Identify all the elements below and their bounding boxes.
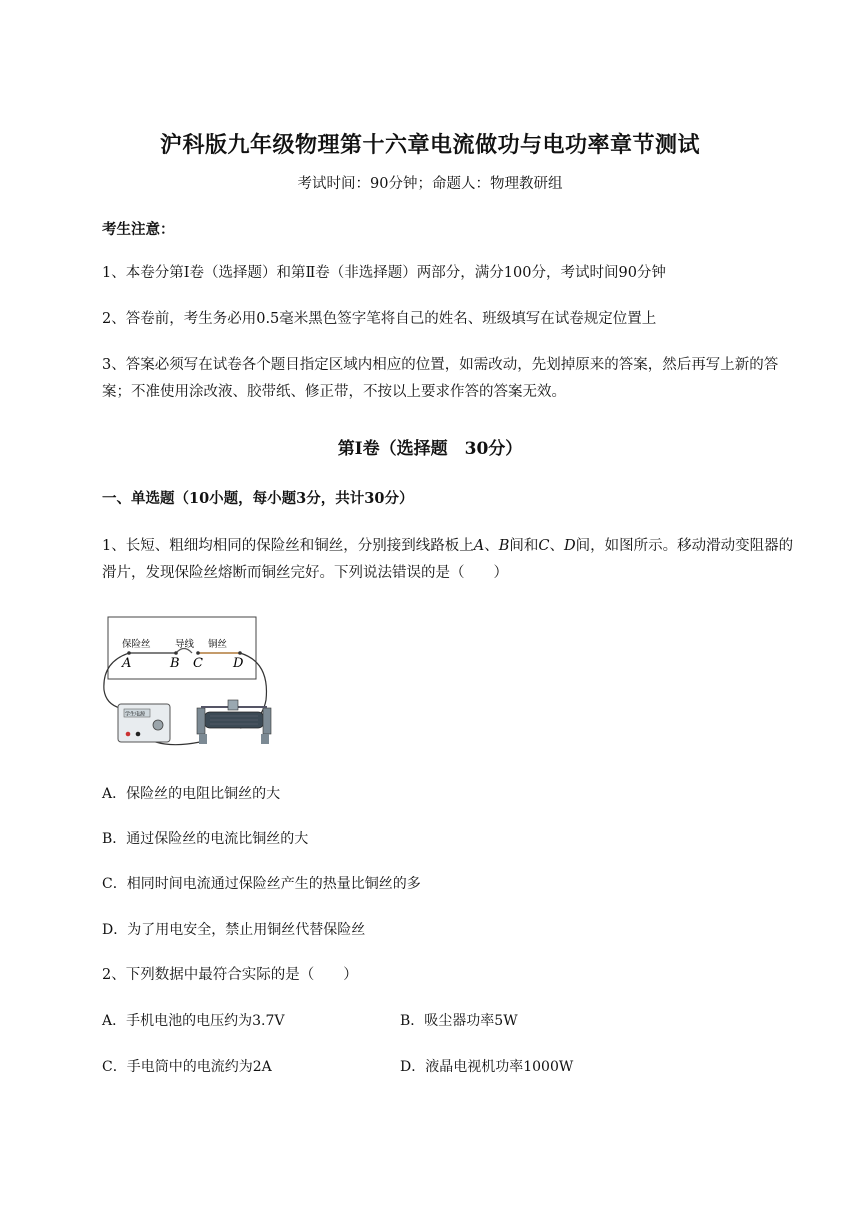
q2-option-d[interactable]: D．液晶电视机功率1000W: [400, 1059, 574, 1075]
var-a: A: [473, 538, 485, 554]
page-title: 沪科版九年级物理第十六章电流做功与电功率章节测试: [159, 132, 700, 158]
power-supply-icon: [118, 704, 170, 742]
q1-option-c[interactable]: C．相同时间电流通过保险丝产生的热量比铜丝的多: [102, 876, 421, 892]
q1-option-a[interactable]: A．保险丝的电阻比铜丝的大: [102, 786, 281, 802]
label-copper: 铜丝: [208, 639, 228, 650]
question-2-stem: 2、下列数据中最符合实际的是（ ）: [102, 967, 358, 983]
circuit-figure: [100, 612, 285, 752]
power-supply-label: 学生电源: [125, 711, 146, 718]
notice-item-2: 2、答卷前，考生务必用0.5毫米黑色签字笔将自己的姓名、班级填写在试卷规定位置上: [102, 311, 657, 327]
q2-option-b[interactable]: B．吸尘器功率5W: [400, 1013, 518, 1029]
notice-item-1: 1、本卷分第Ⅰ卷（选择题）和第Ⅱ卷（非选择题）两部分，满分100分，考试时间90分钟: [102, 265, 666, 281]
part-heading: 一、单选题（10小题，每小题3分，共计30分）: [102, 490, 414, 507]
q1-option-b[interactable]: B．通过保险丝的电流比铜丝的大: [102, 831, 309, 847]
var-b: B: [498, 538, 510, 554]
question-1-stem: 1、长短、粗细均相同的保险丝和铜丝，分别接到线路板上A、B间和C、D间，如图所示。移动滑动变阻器的滑片，发现保险丝熔断而铜丝完好。下列说法错误的是（ ）: [102, 538, 794, 581]
label-fuse: 保险丝: [122, 639, 151, 650]
exam-info: 考试时间：90分钟；命题人：物理教研组: [297, 176, 563, 192]
point-b: B: [170, 656, 180, 671]
var-c: C: [538, 538, 550, 554]
q2-option-c[interactable]: C．手电筒中的电流约为2A: [102, 1059, 272, 1075]
rheostat-icon: [197, 700, 271, 744]
q1-option-d[interactable]: D．为了用电安全，禁止用铜丝代替保险丝: [102, 922, 366, 938]
var-d: D: [563, 538, 576, 554]
notice-heading: 考生注意：: [102, 221, 175, 238]
section-title: 第Ⅰ卷（选择题 30分）: [337, 439, 523, 459]
point-c: C: [193, 656, 203, 671]
point-d: D: [233, 656, 244, 671]
label-wire: 导线: [175, 639, 195, 650]
notice-item-3: 3、答案必须写在试卷各个题目指定区域内相应的位置，如需改动，先划掉原来的答案，然后再写上新的答案；不准使用涂改液、胶带纸、修正带，不按以上要求作答的答案无效。: [102, 357, 779, 400]
q2-option-a[interactable]: A．手机电池的电压约为3.7V: [102, 1013, 285, 1029]
point-a: A: [122, 656, 132, 671]
